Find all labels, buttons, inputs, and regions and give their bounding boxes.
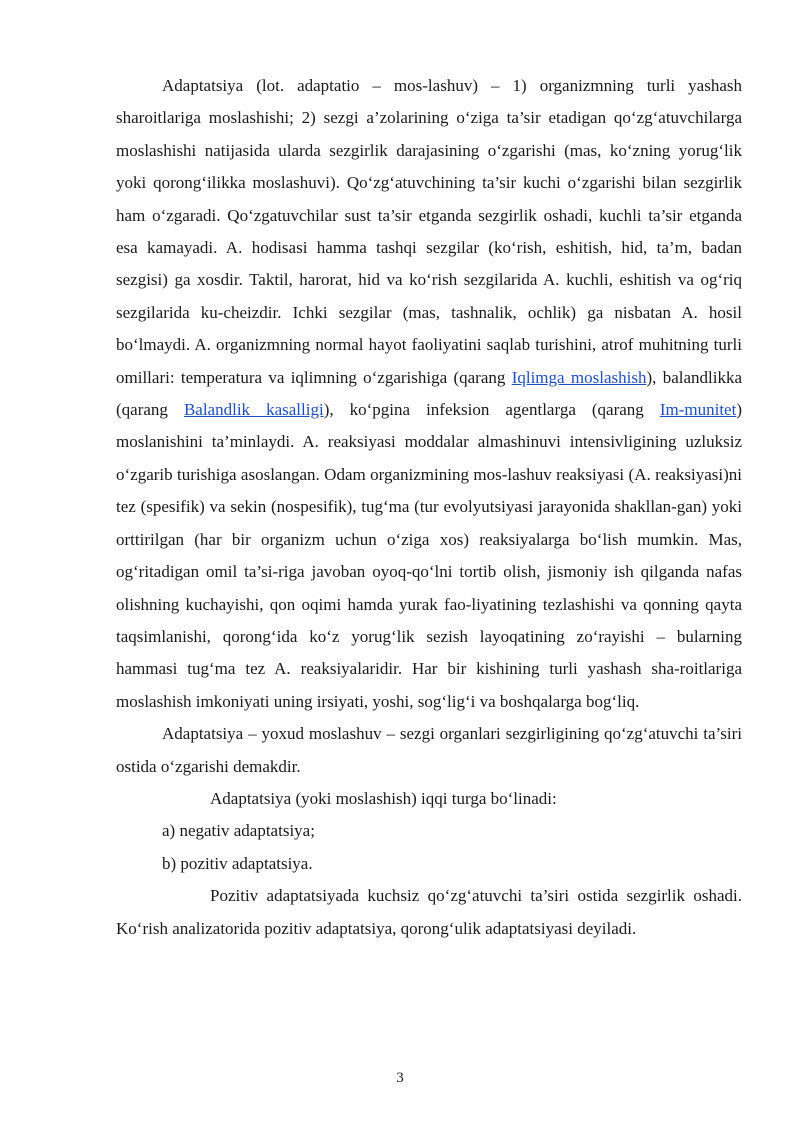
link-balandlik-kasalligi[interactable]: Balandlik kasalligi bbox=[183, 400, 324, 420]
link-iqlimga-moslashish[interactable]: Iqlimga moslashish bbox=[511, 367, 647, 387]
paragraph-text: Adaptatsiya (lot. adaptatio – mos-lashuv) – 1) organizmning turli yashash sharoitlariga moslashishi; 2) sezgi a’zolarining o‘ziga ta’sir etadigan qo‘zg‘atuvchilarga moslashishi natijasida ularda sezgirlik darajasining o‘zgarishi (mas, ko‘zning yorug‘lik yoki qorong‘ilikka moslashuvi). Qo‘zg‘atuvchining ta’sir kuchi o‘zgarishi bilan sezgirlik ham o‘zgaradi. Qo‘zgatuvchilar sust ta’sir etganda sezgirlik oshadi, kuchli ta’sir etganda esa kamayadi. A. hodisasi hamma tashqi sezgilar (ko‘rish, eshitish, hid, ta’m, badan sezgisi) ga xosdir. Taktil, harorat, hid va ko‘rish sezgilarida A. kuchli, eshitish va og‘riq sezgilarida ku-cheizdir. Ichki sezgilar (mas, tashnalik, ochlik) ga nisbatan A. hosil bo‘lmaydi. A. organizmning normal hayot faoliyatini saqlab turishini, atrof muhitning turli omillari: temperatura va iqlimning o‘zgarishiga (qarang bbox=[116, 76, 742, 387]
list-item: b) pozitiv adaptatsiya. bbox=[162, 853, 313, 873]
page-number: 3 bbox=[396, 1070, 404, 1086]
paragraph-summary: Adaptatsiya – yoxud moslashuv – sezgi organlari sezgirligining qo‘zg‘atuvchi ta’siri ostida o‘zgarishi demakdir. bbox=[116, 724, 742, 776]
paragraph-types-intro: Adaptatsiya (yoki moslashish) iqqi turga bo‘linadi: bbox=[210, 788, 557, 808]
paragraph-text: ), balandlikka (qarang bbox=[116, 367, 742, 420]
paragraph-text: ), ko‘pgina infeksion agentlarga (qarang bbox=[323, 400, 660, 420]
list-item: a) negativ adaptatsiya; bbox=[162, 821, 315, 841]
paragraph-text: ) moslanishini ta’minlaydi. A. reaksiyasi moddalar almashinuvi intensivligining uzluksiz o‘zgarib turishiga asoslangan. Odam organizmining mos-lashuv reaksiyasi (A. reaksiyasi)ni tez (spesifik) va sekin (nospesifik), tug‘ma (tur evolyutsiyasi jarayonida shakllan-gan) yoki orttirilgan (har bir organizm uchun o‘ziga xos) reaksiyalarga bo‘lish mumkin. Mas, og‘ritadigan omil ta’si-riga javoban oyoq-qo‘lni tortib olish, jismoniy ish qilganda nafas olishning kuchayishi, qon oqimi hamda yurak fao-liyatining tezlashishi va qonning qayta taqsimlanishi, qorong‘ida ko‘z yorug‘lik sezish layoqatining zo‘rayishi – bularning hammasi tug‘ma tez A. reaksiyalaridir. Har bir kishining turli yashash sha-roitlariga moslashish imkoniyati uning irsiyati, yoshi, sog‘lig‘i va boshqalarga bog‘liq. bbox=[116, 400, 742, 711]
paragraph-definition bbox=[116, 70, 742, 718]
link-immunitet[interactable]: Im-munitet bbox=[659, 400, 737, 420]
paragraph-positive-adaptation: Pozitiv adaptatsiyada kuchsiz qo‘zg‘atuvchi ta’siri ostida sezgirlik oshadi. Ko‘rish analizatorida pozitiv adaptatsiya, qorong‘ulik adaptatsiyasi deyiladi. bbox=[116, 886, 742, 938]
document-body bbox=[116, 70, 742, 945]
